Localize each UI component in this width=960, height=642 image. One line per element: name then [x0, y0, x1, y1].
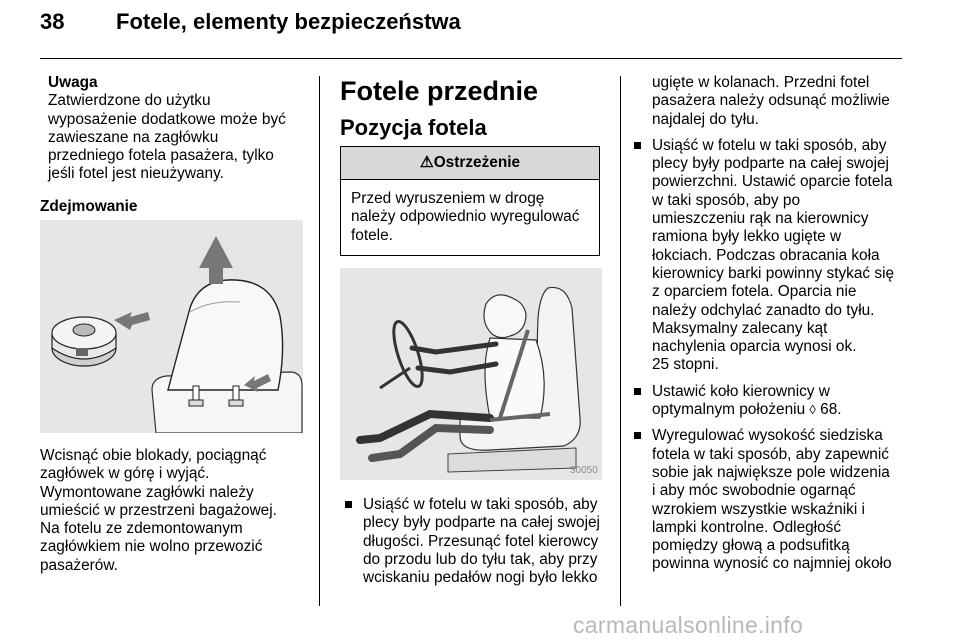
list-line: łokciach. Podczas obracania koła: [652, 246, 880, 264]
list-line: plecy były podparte na całej swojej: [652, 155, 889, 173]
list-line: sobie jak największe pole widzenia: [652, 463, 890, 481]
reference-prefix: optymalnym położeniu: [652, 401, 810, 419]
list-item: [340, 496, 615, 587]
note-line: przedniego fotela pasażera, tylko: [48, 147, 274, 165]
note-title: Uwaga: [48, 74, 98, 91]
text-line: pasażera należy odsunąć możliwie: [652, 92, 890, 110]
note-box: [48, 74, 310, 184]
watermark: carmanualsonline.info: [573, 612, 804, 638]
warning-line: należy odpowiednio wyregulować: [351, 208, 580, 226]
list-line: długości. Przesunąć fotel kierowcy: [363, 532, 599, 550]
storage-line: Wymontowane zagłówki należy: [40, 483, 254, 501]
text-line: ugięte w kolanach. Przedni fotel: [652, 74, 870, 91]
list-line: Usiąść w fotelu w taki sposób, aby: [363, 496, 598, 513]
warning-triangle-icon: ⚠: [419, 154, 434, 171]
list-line: i aby móc swobodnie ogarnąć: [652, 482, 856, 500]
list-line: kierownicy barki powinny stykać się: [652, 264, 895, 282]
arrow-left-icon: [114, 312, 150, 330]
right-column: [629, 74, 904, 582]
column-divider-2: [620, 76, 621, 606]
list-line: pomiędzy głową a podsufitką: [652, 537, 850, 555]
list-line: powierzchni. Ustawić oparcie fotela: [652, 173, 893, 191]
subsection-heading: Pozycja fotela: [340, 115, 487, 140]
list-line-with-reference: [652, 401, 904, 419]
page-number: 38: [40, 9, 65, 34]
list-line: ramiona były lekko ugięte w: [652, 228, 842, 246]
page-reference-link[interactable]: 68.: [815, 401, 842, 419]
list-item: [629, 383, 904, 420]
instruction-line: Wcisnąć obie blokady, pociągnąć: [40, 447, 267, 464]
storage-line: zagłówkiem nie wolno przewozić: [40, 538, 263, 556]
list-line: powinna wynosić co najmniej około: [652, 555, 892, 573]
bullet-square-icon: [634, 142, 641, 149]
list-line: plecy były podparte na całej swojej: [363, 514, 600, 532]
note-line: Zatwierdzone do użytku: [48, 92, 211, 110]
list-item: [629, 137, 904, 375]
removal-heading: Zdejmowanie: [40, 197, 138, 215]
continued-paragraph: [629, 74, 904, 129]
list-line: Ustawić koło kierownicy w: [652, 382, 830, 400]
warning-line: Przed wyruszeniem w drogę: [351, 190, 545, 207]
section-heading: Fotele przednie: [340, 76, 539, 106]
list-line: należy odchylać zanadto do tyłu.: [652, 301, 875, 319]
list-line: nachylenia oparcia wynosi ok.: [652, 338, 857, 356]
note-line: wyposażenie dodatkowe może być: [48, 110, 286, 128]
seating-position-illustration: [340, 268, 602, 480]
note-line: zawieszane na zagłówku: [48, 128, 219, 146]
header-divider: [40, 58, 902, 59]
figure-number: 30050: [570, 465, 598, 476]
headrest-removal-illustration: [40, 220, 303, 433]
list-line: wciskaniu pedałów nogi było lekko: [363, 569, 598, 587]
note-line: jeśli fotel jest nieużywany.: [48, 165, 224, 183]
list-line: wzrokiem wszystkie wskaźniki i: [652, 500, 865, 518]
list-line: 25 stopni.: [652, 356, 719, 374]
warning-title: Ostrzeżenie: [433, 154, 521, 171]
arrow-up-icon: [199, 236, 233, 284]
list-line: Maksymalny zalecany kąt: [652, 319, 828, 337]
page-header-title: Fotele, elementy bezpieczeństwa: [116, 9, 461, 34]
warning-body: [341, 180, 599, 255]
list-line: umieszczeniu rąk na kierownicy: [652, 210, 869, 228]
text-line: najdalej do tyłu.: [652, 110, 759, 128]
storage-line: umieścić w przestrzeni bagażowej.: [40, 501, 277, 519]
left-column-text: [40, 447, 310, 575]
column-divider-1: [319, 76, 320, 606]
list-line: w taki sposób, aby po: [652, 191, 801, 209]
storage-line: pasażerów.: [40, 556, 118, 574]
list-item: [629, 427, 904, 573]
section-heading-block: [340, 74, 538, 142]
list-line: Usiąść w fotelu w taki sposób, aby: [652, 136, 887, 154]
list-line: fotela w taki sposób, aby zapewnić: [652, 445, 889, 463]
left-column: [40, 74, 310, 216]
warning-box: [340, 146, 600, 256]
warning-header: [341, 147, 599, 180]
page-reference-icon[interactable]: ◊: [809, 402, 816, 418]
bullet-square-icon: [634, 388, 641, 395]
bullet-square-icon: [345, 501, 352, 508]
list-line: do przodu lub do tyłu tak, aby przy: [363, 550, 598, 568]
storage-line: Na fotelu ze zdemontowanym: [40, 520, 243, 538]
bullet-square-icon: [634, 432, 641, 439]
middle-column-text: [340, 496, 615, 595]
warning-line: fotele.: [351, 226, 393, 244]
instruction-line: zagłówek w górę i wyjąć.: [40, 465, 210, 483]
list-line: z oparciem fotela. Oparcia nie: [652, 283, 857, 301]
list-line: Wyregulować wysokość siedziska: [652, 427, 883, 445]
list-line: lampki kontrolne. Odległość: [652, 518, 842, 536]
